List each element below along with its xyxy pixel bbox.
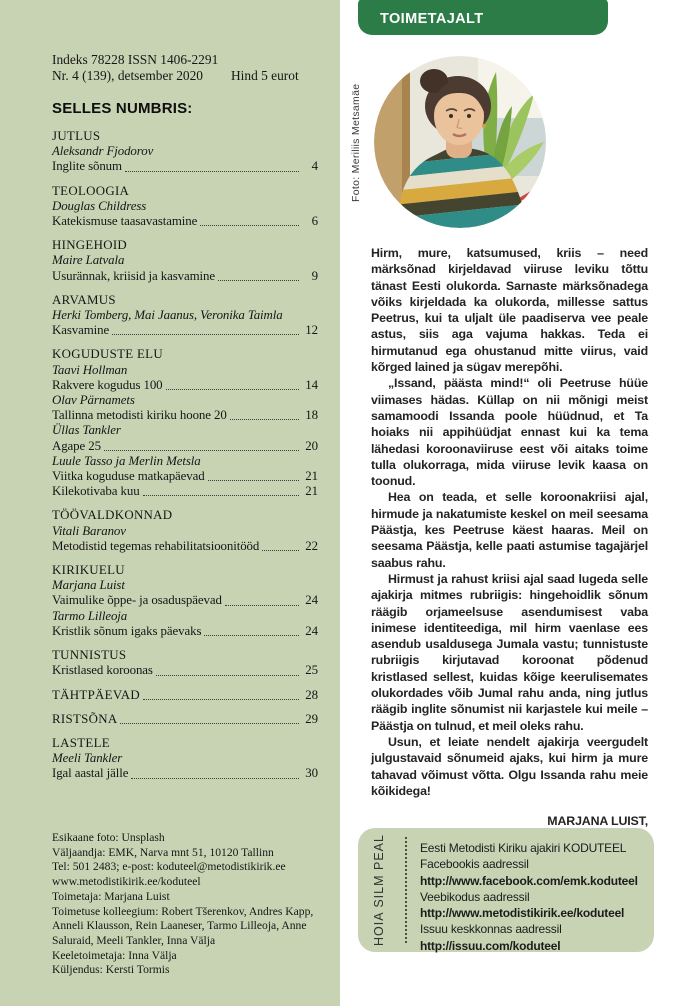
toc-row — [52, 269, 318, 284]
toc-row — [52, 624, 318, 639]
toc-section — [52, 184, 318, 230]
imprint — [52, 831, 334, 978]
toc-page-number: 24 — [305, 623, 318, 638]
imprint-line: Küljendus: Kersti Tormis — [52, 963, 170, 977]
toc-entry-title: Kasvamine — [52, 323, 110, 338]
toc-author: Luule Tasso ja Merlin Metsla — [52, 453, 201, 468]
toc-author: Taavi Hollman — [52, 362, 128, 377]
toc-page-number: 24 — [305, 593, 318, 608]
toc-row — [52, 766, 318, 781]
link-url[interactable]: http://issuu.com/koduteel — [420, 938, 561, 953]
toc-page-number: 12 — [305, 323, 318, 338]
link-url[interactable]: http://www.metodistikirik.ee/koduteel — [420, 906, 625, 921]
dotted-leader — [156, 675, 299, 676]
toc-section-heading: LASTELE — [52, 735, 110, 750]
toc-entry-title: Inglite sõnum — [52, 159, 122, 174]
toc-author: Meeli Tankler — [52, 751, 123, 766]
toc-author: Marjana Luist — [52, 578, 125, 593]
toc-list — [52, 129, 318, 791]
toc-page-number: 25 — [305, 663, 318, 678]
issue-info — [52, 52, 330, 83]
toc-page-number: 9 — [311, 268, 318, 283]
editorial-paragraph: Usun, et leiate nendelt ajakirja veergudelt julgustavaid sõnumeid ajaks, kui hirm ja mure tahavad võimust võtta. Olgu Issanda rahu meie kõikidega! — [371, 734, 648, 798]
imprint-line: Tel: 501 2483; e-post: koduteel@metodistikirik.ee — [52, 860, 286, 874]
editorial-paragraph: „Issand, päästa mind!“ oli Peetruse hüüe viimases hädas. Küllap on nii mõnigi meist samamoodi Issanda poole hüüdnud, et Ta hoiaks nii appihüüdjat ennast kui ka tema lähedasi koroonaviiruse eest või aitaks toime tulla olukorraga, mida viiruse levik kaasa on toonud. — [371, 376, 648, 489]
toc-entry-title: Kilekotivaba kuu — [52, 484, 140, 499]
issue-number-line — [52, 68, 330, 84]
toc-entry-title: Vaimulike õppe- ja osaduspäevad — [52, 593, 222, 608]
toc-row — [52, 378, 318, 393]
issue-index-line: Indeks 78228 ISSN 1406-2291 — [52, 52, 219, 67]
dotted-leader — [112, 334, 299, 335]
toc-section — [52, 238, 318, 284]
dotted-leader — [262, 550, 299, 551]
toc-page-number: 4 — [311, 159, 318, 174]
toc-row — [52, 214, 318, 229]
imprint-line: Keeletoimetaja: Inna Välja — [52, 948, 177, 962]
links-box-vertical-label: HOIA SILM PEAL — [372, 834, 386, 946]
dotted-leader — [104, 450, 299, 451]
toc-row — [52, 484, 318, 499]
toc-entry-title: Agape 25 — [52, 438, 101, 453]
toc-section-heading: KIRIKUELU — [52, 563, 125, 578]
toc-row — [52, 408, 318, 423]
dotted-leader — [225, 605, 299, 606]
issue-price: Hind 5 eurot — [230, 67, 299, 83]
toc-section-heading: KOGUDUSTE ELU — [52, 347, 163, 362]
toc-row — [52, 593, 318, 608]
toc-page-number: 29 — [305, 711, 318, 726]
toc-entry-title: Usurännak, kriisid ja kasvamine — [52, 268, 216, 283]
editorial-text — [371, 245, 648, 847]
dotted-divider — [405, 837, 407, 943]
toc-column — [0, 0, 340, 1006]
link-url[interactable]: http://www.facebook.com/emk.koduteel — [420, 873, 638, 888]
links-box — [358, 828, 654, 952]
toc-author: Herki Tomberg, Mai Jaanus, Veronika Taimla — [52, 308, 283, 323]
toc-author: Douglas Childress — [52, 198, 147, 213]
toc-entry-title: Kristlik sõnum igaks päevaks — [52, 623, 202, 638]
toc-author: Üllas Tankler — [52, 423, 121, 438]
dotted-leader — [125, 171, 299, 172]
toc-row — [52, 663, 318, 678]
toc-section — [52, 688, 318, 703]
signature-name: MARJANA LUIST, — [547, 814, 648, 829]
toc-title: SELLES NUMBRIS: — [52, 100, 193, 117]
toc-section — [52, 648, 318, 678]
toc-section — [52, 293, 318, 339]
toc-page-number: 14 — [305, 377, 318, 392]
toc-section — [52, 563, 318, 639]
dotted-leader — [200, 225, 299, 226]
toc-row — [52, 439, 318, 454]
editor-portrait-illustration — [374, 56, 546, 228]
toc-author: Aleksandr Fjodorov — [52, 144, 154, 159]
toc-section-heading: HINGEHOID — [52, 238, 128, 253]
toc-section-heading: TUNNISTUS — [52, 648, 127, 663]
link-label: Issuu keskkonnas aadressil — [420, 922, 562, 937]
toc-section-heading: RISTSÕNA — [52, 711, 118, 726]
toc-entry-title: Rakvere kogudus 100 — [52, 377, 163, 392]
dotted-leader — [143, 495, 299, 496]
toc-row — [52, 469, 318, 484]
toc-page-number: 28 — [305, 687, 318, 702]
toc-entry-title: Kristlased koroonas — [52, 663, 153, 678]
toc-page-number: 21 — [305, 484, 318, 499]
toc-page-number: 21 — [305, 469, 318, 484]
dotted-leader — [166, 389, 299, 390]
toc-row — [52, 159, 318, 174]
editor-photo — [374, 56, 546, 228]
imprint-line: Esikaane foto: Unsplash — [52, 831, 165, 844]
link-label: Eesti Metodisti Kiriku ajakiri KODUTEEL — [420, 841, 627, 855]
toc-entry-title: Metodistid tegemas rehabilitatsioonitööd — [52, 538, 260, 553]
toc-page-number: 20 — [305, 438, 318, 453]
editorial-paragraph: Hirmust ja rahust kriisi ajal saad lugeda selle ajakirja mitmes rubriigis: hingehoidlik sõnum räägib orjameelsuse asendumisest vaba inimese identiteediga, mil hirm vaenlase ees asendub usaldusega Jumala vastu; tunnistuste rubriigis kirjutavad koroonat põdenud kristlased sellest, kuidas kõige keerulisemates olukordades võib Jumal rahu anda, ning jutlus räägib inglite sõnumist nii karjastele kui meile – Päästja on tulnud, et meil oleks rahu. — [371, 571, 648, 733]
imprint-line: www.metodistikirik.ee/koduteel — [52, 875, 201, 889]
toc-section-heading: JUTLUS — [52, 129, 101, 143]
toc-row — [52, 539, 318, 554]
toc-page-number: 18 — [305, 408, 318, 423]
dotted-leader — [204, 635, 299, 636]
imprint-line: Väljaandja: EMK, Narva mnt 51, 10120 Tallinn — [52, 845, 274, 859]
toc-row — [52, 323, 318, 338]
toc-entry-title: Viitka koguduse matkapäevad — [52, 469, 205, 484]
toc-section — [52, 736, 318, 782]
toc-section-heading: TÄHTPÄEVAD — [52, 687, 140, 702]
dotted-leader — [230, 419, 299, 420]
links-lines — [420, 840, 650, 954]
section-header-bar: TOIMETAJALT — [358, 0, 608, 35]
dotted-leader — [131, 778, 299, 779]
toc-section — [52, 347, 318, 499]
toc-section-heading: TEOLOOGIA — [52, 183, 130, 198]
imprint-line: Toimetaja: Marjana Luist — [52, 889, 170, 903]
toc-page-number: 6 — [311, 214, 318, 229]
toc-page-number: 22 — [305, 538, 318, 553]
toc-page-number: 30 — [305, 766, 318, 781]
toc-section-heading: ARVAMUS — [52, 292, 116, 307]
toc-entry-title: Igal aastal jälle — [52, 766, 129, 781]
imprint-line: Toimetuse kolleegium: Robert Tšerenkov, Andres Kapp, Anneli Klausson, Rein Laaneser, Tarmo Lilleoja, Anne Saluraid, Meeli Tankler, Inna Välja — [52, 904, 314, 947]
toc-row — [52, 712, 318, 727]
toc-row — [52, 688, 318, 703]
toc-section — [52, 712, 318, 727]
dotted-leader — [120, 723, 299, 724]
toc-author: Vitali Baranov — [52, 523, 126, 538]
photo-credit: Foto: Meriliis Metsamäe — [350, 83, 362, 203]
toc-entry-title: Katekismuse taasavastamine — [52, 214, 198, 229]
editorial-paragraph: Hirm, mure, katsumused, kriis – need märksõnad kirjeldavad viiruse leviku tõttu tänast Eesti olukorda. Sarnaste märksõnadega võiks kirjeldada ka olukorda, millesse sattus Peetrus, kui ta uljalt üle paadiserva vee peale astus, siis aga vajuma hakkas. Teda ei hirmutanud ega ohustanud mitte viirus, vaid kõrged lained ja sügav merepõhi. — [371, 246, 648, 375]
link-label: Facebookis aadressil — [420, 857, 529, 872]
toc-author: Olav Pärnamets — [52, 393, 135, 408]
dotted-leader — [208, 480, 299, 481]
dotted-leader — [143, 699, 299, 700]
toc-section — [52, 129, 318, 175]
toc-author: Tarmo Lilleoja — [52, 608, 128, 623]
editorial-paragraph: Hea on teada, et selle koroonakriisi ajal, hirmude ja nakatumiste keskel on meil seesama Päästja, kes Peetruse käest haaras. Meil on seesama Päästja, kelle paati astumise tagajärjel saabus rahu. — [371, 490, 648, 570]
issue-number: Nr. 4 (139), detsember 2020 — [52, 67, 203, 83]
link-label: Veebikodus aadressil — [420, 889, 530, 904]
toc-section-heading: TÖÖVALDKONNAD — [52, 508, 173, 523]
toc-section — [52, 508, 318, 554]
toc-author: Maire Latvala — [52, 253, 125, 268]
dotted-leader — [218, 280, 299, 281]
toc-entry-title: Tallinna metodisti kiriku hoone 20 — [52, 408, 227, 423]
